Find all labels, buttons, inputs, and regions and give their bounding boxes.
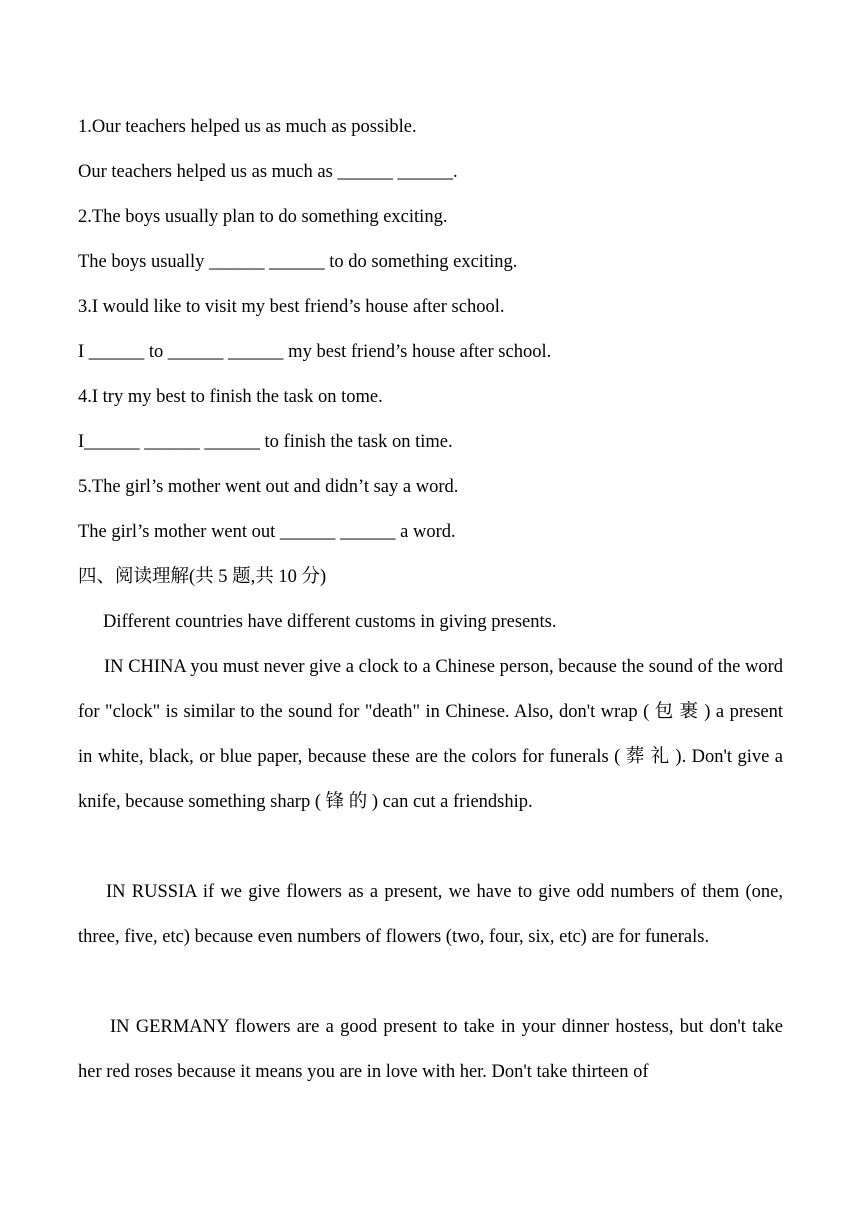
exercise-2-original: 2.The boys usually plan to do something exciting. — [78, 207, 448, 227]
exercise-4-rewrite: I______ ______ ______ to finish the task on time. — [78, 432, 453, 452]
reading-paragraph-china: IN CHINA you must never give a clock to a Chinese person, because the sound of the word for "clock" is similar to the sound for "death" in Chinese. Also, don't wrap ( 包 裹 ) a present in white, black, or blue paper, because these are the colors for funerals ( 葬 礼 ). Don't give a knife, because something sharp ( 锋 的 ) can cut a friendship. — [78, 657, 783, 812]
exercise-1-original: 1.Our teachers helped us as much as possible. — [78, 117, 417, 137]
exercise-3-original: 3.I would like to visit my best friend’s house after school. — [78, 297, 505, 317]
exercise-5-original: 5.The girl’s mother went out and didn’t say a word. — [78, 477, 459, 497]
reading-paragraph-germany: IN GERMANY flowers are a good present to take in your dinner hostess, but don't take her red roses because it means you are in love with her. Don't take thirteen of — [78, 1017, 783, 1082]
exercise-4-original: 4.I try my best to finish the task on tome. — [78, 387, 383, 407]
section-heading: 四、阅读理解(共 5 题,共 10 分) — [78, 567, 327, 587]
exercise-3-rewrite: I ______ to ______ ______ my best friend’s house after school. — [78, 342, 552, 362]
exercise-1-rewrite: Our teachers helped us as much as ______ ______. — [78, 162, 458, 182]
reading-intro: Different countries have different customs in giving presents. — [103, 612, 557, 632]
exercise-2-rewrite: The boys usually ______ ______ to do something exciting. — [78, 252, 518, 272]
exercise-5-rewrite: The girl’s mother went out ______ ______ a word. — [78, 522, 456, 542]
reading-paragraph-russia: IN RUSSIA if we give flowers as a present, we have to give odd numbers of them (one, three, five, etc) because even numbers of flowers (two, four, six, etc) are for funerals. — [78, 882, 783, 947]
